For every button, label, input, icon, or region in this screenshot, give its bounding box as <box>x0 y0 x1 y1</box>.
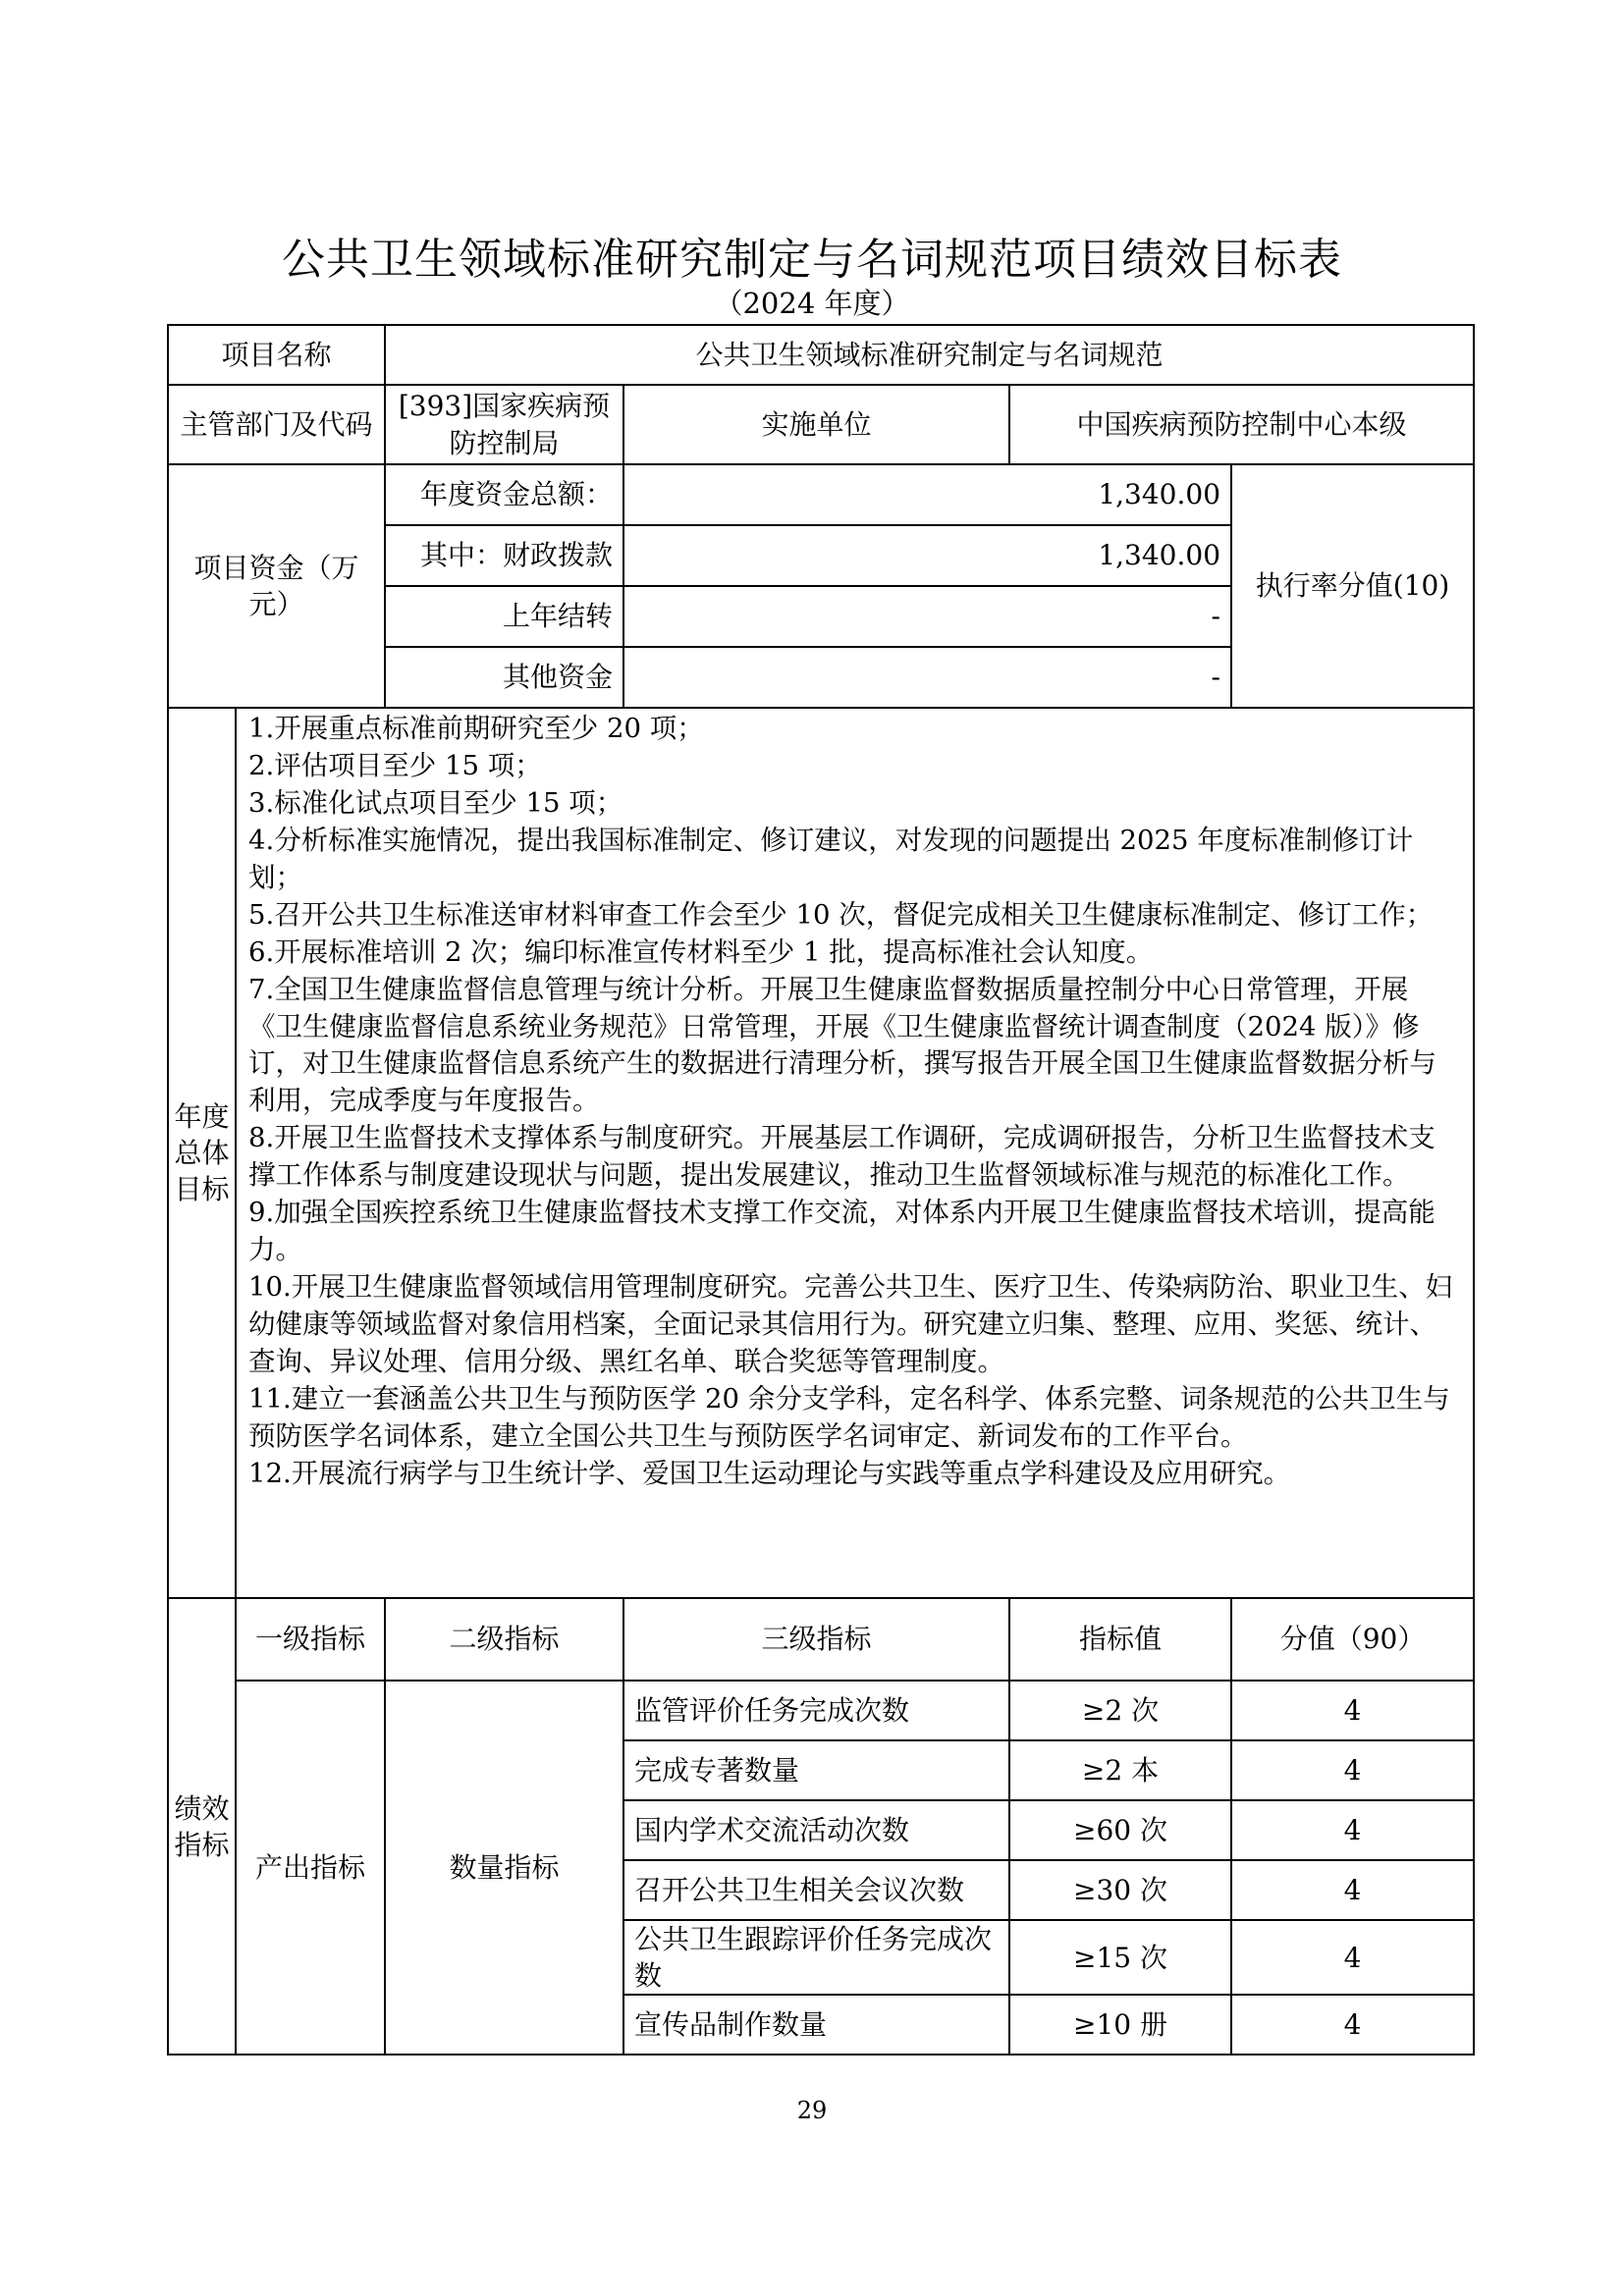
fund-row-value: - <box>623 586 1231 647</box>
header-value: 指标值 <box>1009 1598 1231 1681</box>
indicator-score: 4 <box>1231 1920 1474 1995</box>
goal-item: 10.开展卫生健康监督领域信用管理制度研究。完善公共卫生、医疗卫生、传染病防治、职业卫生、妇幼健康等领域监督对象信用档案，全面记录其信用行为。研究建立归集、整理、应用、奖惩、统计、查询、异议处理、信用分级、黑红名单、联合奖惩等管理制度。 <box>248 1271 1453 1377</box>
unit-label: 实施单位 <box>623 385 1009 464</box>
fund-row-value: - <box>623 647 1231 708</box>
indicator-value: ≥2 次 <box>1009 1681 1231 1740</box>
goal-item: 11.建立一套涵盖公共卫生与预防医学 20 余分支学科，定名科学、体系完整、词条规范的公共卫生与预防医学名词体系，建立全国公共卫生与预防医学名词审定、新词发布的工作平台。 <box>248 1382 1450 1452</box>
page-number: 29 <box>796 2097 828 2124</box>
funds-label: 项目资金（万元） <box>168 464 385 708</box>
dept-value: [393]国家疾病预防控制局 <box>385 385 623 464</box>
project-name-value: 公共卫生领域标准研究制定与名词规范 <box>385 325 1474 385</box>
indicators-label: 绩效指标 <box>168 1598 236 2055</box>
indicator-value: ≥60 次 <box>1009 1800 1231 1860</box>
performance-table <box>167 324 1475 2056</box>
goal-item: 4.分析标准实施情况，提出我国标准制定、修订建议，对发现的问题提出 2025 年度标准制修订计划； <box>248 824 1414 893</box>
fund-row-label: 年度资金总额： <box>385 464 623 525</box>
rate-score-label: 执行率分值(10) <box>1231 464 1474 708</box>
header-level1: 一级指标 <box>236 1598 385 1681</box>
indicator-value: ≥15 次 <box>1009 1920 1231 1995</box>
goal-item: 9.加强全国疾控系统卫生健康监督技术支撑工作交流，对体系内开展卫生健康监督技术培训，提高能力。 <box>248 1197 1435 1266</box>
page-subtitle: （2024 年度） <box>714 287 910 320</box>
goal-item: 12.开展流行病学与卫生统计学、爱国卫生运动理论与实践等重点学科建设及应用研究。 <box>248 1457 1291 1489</box>
header-score: 分值（90） <box>1231 1598 1474 1681</box>
indicator-name: 完成专著数量 <box>623 1740 1009 1800</box>
indicator-value: ≥10 册 <box>1009 1995 1231 2055</box>
fund-row-label: 上年结转 <box>385 586 623 647</box>
indicator-name: 国内学术交流活动次数 <box>623 1800 1009 1860</box>
goals-label: 年度总体目标 <box>168 708 236 1598</box>
header-level3: 三级指标 <box>623 1598 1009 1681</box>
header-level2: 二级指标 <box>385 1598 623 1681</box>
goals-content <box>236 708 1474 1598</box>
goal-item: 8.开展卫生监督技术支撑体系与制度研究。开展基层工作调研，完成调研报告，分析卫生监督技术支撑工作体系与制度建设现状与问题，提出发展建议，推动卫生监督领域标准与规范的标准化工作。 <box>248 1122 1435 1192</box>
goal-item: 5.召开公共卫生标准送审材料审查工作会至少 10 次，督促完成相关卫生健康标准制定、修订工作； <box>248 898 1434 931</box>
goal-item: 6.开展标准培训 2 次；编印标准宣传材料至少 1 批，提高标准社会认知度。 <box>248 935 1154 968</box>
indicator-score: 4 <box>1231 1800 1474 1860</box>
fund-row-label: 其他资金 <box>385 647 623 708</box>
indicator-name: 召开公共卫生相关会议次数 <box>623 1860 1009 1920</box>
indicator-score: 4 <box>1231 1860 1474 1920</box>
indicator-name: 宣传品制作数量 <box>623 1995 1009 2055</box>
goal-item: 1.开展重点标准前期研究至少 20 项； <box>248 713 704 744</box>
dept-label: 主管部门及代码 <box>168 385 385 464</box>
fund-row-value: 1,340.00 <box>623 525 1231 586</box>
fund-row-value: 1,340.00 <box>623 464 1231 525</box>
page-title: 公共卫生领域标准研究制定与名词规范项目绩效目标表 <box>282 235 1342 285</box>
indicator-score: 4 <box>1231 1681 1474 1740</box>
fund-row-label: 其中：财政拨款 <box>385 525 623 586</box>
goal-item: 2.评估项目至少 15 项； <box>248 749 542 781</box>
indicator-value: ≥30 次 <box>1009 1860 1231 1920</box>
indicator-score: 4 <box>1231 1740 1474 1800</box>
project-name-label: 项目名称 <box>168 325 385 385</box>
goal-item: 7.全国卫生健康监督信息管理与统计分析。开展卫生健康监督数据质量控制分中心日常管理，开展《卫生健康监督信息系统业务规范》日常管理，开展《卫生健康监督统计调查制度（2024 版）》修订，对卫生健康监督信息系统产生的数据进行清理分析，撰写报告开展全国卫生健康监督数据分析与利用，完成季度与年度报告。 <box>248 973 1436 1117</box>
level1-output: 产出指标 <box>236 1681 385 2055</box>
level2-quantity: 数量指标 <box>385 1681 623 2055</box>
goal-item: 3.标准化试点项目至少 15 项； <box>248 786 623 819</box>
indicator-score: 4 <box>1231 1995 1474 2055</box>
indicator-value: ≥2 本 <box>1009 1740 1231 1800</box>
indicator-name: 监管评价任务完成次数 <box>623 1681 1009 1740</box>
table-row <box>168 1681 1474 1740</box>
indicator-name: 公共卫生跟踪评价任务完成次数 <box>623 1920 1009 1995</box>
unit-value: 中国疾病预防控制中心本级 <box>1009 385 1474 464</box>
